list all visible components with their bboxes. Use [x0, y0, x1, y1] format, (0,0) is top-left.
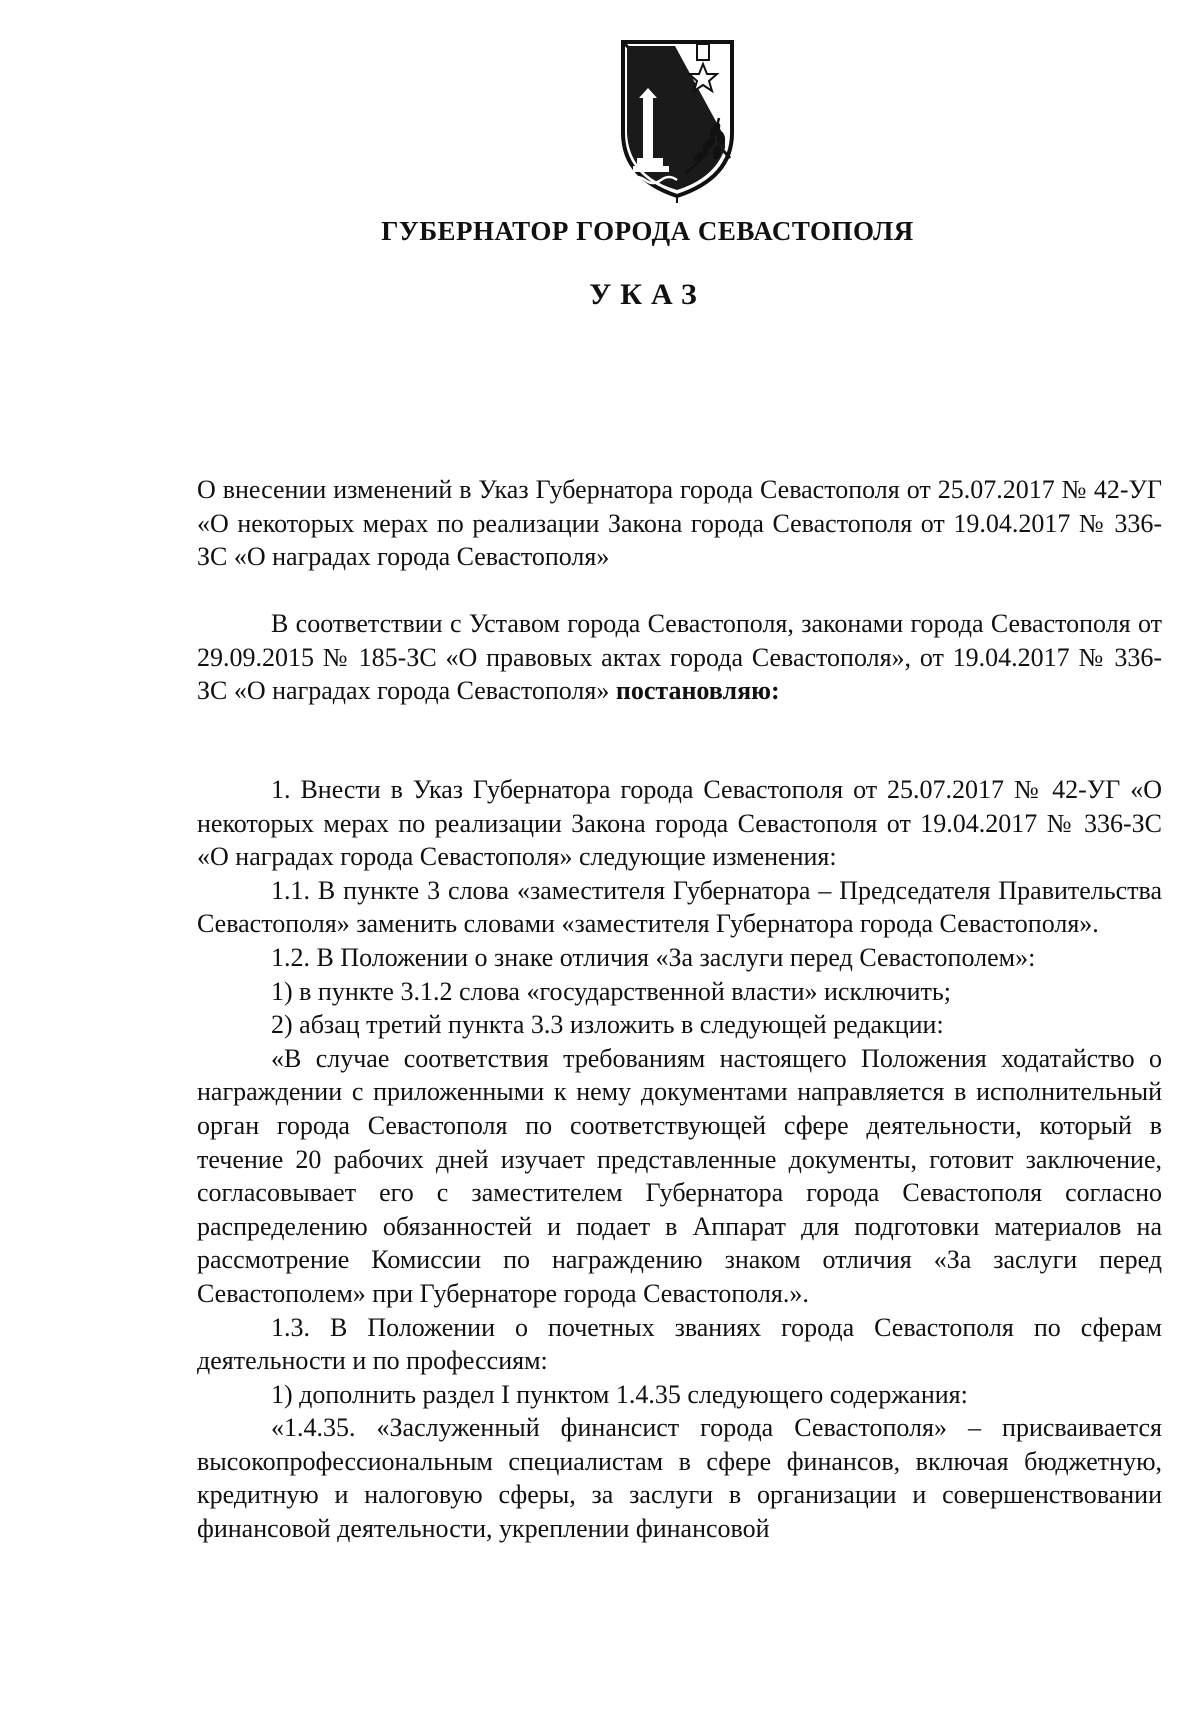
body-paragraph-1-2: 1.2. В Положении о знаке отличия «За заслуги перед Севастополем»:: [271, 942, 1036, 972]
issuing-authority: ГУБЕРНАТОР ГОРОДА СЕВАСТОПОЛЯ: [381, 216, 914, 246]
preamble-text: В соответствии с Уставом города Севастополя, законами города Севастополя от 29.09.2015 № 185-ЗС «О правовых актах города Севастополя», от 19.04.2017 № 336-ЗС «О наградах города Севастополя»: [197, 609, 1162, 706]
body-paragraph-1-3: 1.3. В Положении о почетных званиях города Севастополя по сферам деятельности и по профессиям:: [197, 1312, 1162, 1376]
document-body: [197, 773, 1162, 1546]
document-subject: [197, 473, 1162, 574]
body-paragraph-1-2-2: 2) абзац третий пункта 3.3 изложить в следующей редакции:: [271, 1010, 944, 1040]
subject-text: О внесении изменений в Указ Губернатора города Севастополя от 25.07.2017 № 42-УГ «О некоторых мерах по реализации Закона города Севастополя от 19.04.2017 № 336-ЗС «О наградах города Севастополя»: [197, 475, 1162, 572]
body-paragraph-1-4-35: «1.4.35. «Заслуженный финансист города Севастополя» – присваивается высокопрофессиональным специалистам в сфере финансов, включая бюджетную, кредитную и налоговую сферы, за заслуги в организации и совершенствовании финансовой деятельности, укреплении финансовой: [197, 1413, 1162, 1544]
document-type: УКАЗ: [589, 278, 706, 311]
body-paragraph-1-2-1: 1) в пункте 3.1.2 слова «государственной власти» исключить;: [271, 976, 951, 1006]
body-paragraph-1: 1. Внести в Указ Губернатора города Севастополя от 25.07.2017 № 42-УГ «О некоторых мерах по реализации Закона города Севастополя от 19.04.2017 № 336-ЗС «О наградах города Севастополя» следующие изменения:: [197, 775, 1162, 872]
preamble: [197, 607, 1162, 708]
body-paragraph-quote: «В случае соответствия требованиям настоящего Положения ходатайство о награждении с приложенными к нему документами направляется в исполнительный орган города Севастополя по соответствующей сфере деятельности, который в течение 20 рабочих дней изучает представленные документы, готовит заключение, согласовывает его с заместителем Губернатора города Севастополя согласно распределению обязанностей и подает в Аппарат для подготовки материалов на рассмотрение Комиссии по награждению знаком отличия «За заслуги перед Севастополем» при Губернаторе города Севастополя.».: [197, 1043, 1162, 1308]
resolve-word: постановляю:: [615, 676, 780, 706]
body-paragraph-1-3-1: 1) дополнить раздел I пунктом 1.4.35 следующего содержания:: [271, 1379, 968, 1409]
preamble-paragraph: [197, 607, 1162, 708]
sevastopol-coat-of-arms-icon: [615, 38, 740, 203]
body-paragraph-1-1: 1.1. В пункте 3 слова «заместителя Губернатора – Председателя Правительства Севастополя» заменить словами «заместителя Губернатора города Севастополя».: [197, 875, 1162, 939]
